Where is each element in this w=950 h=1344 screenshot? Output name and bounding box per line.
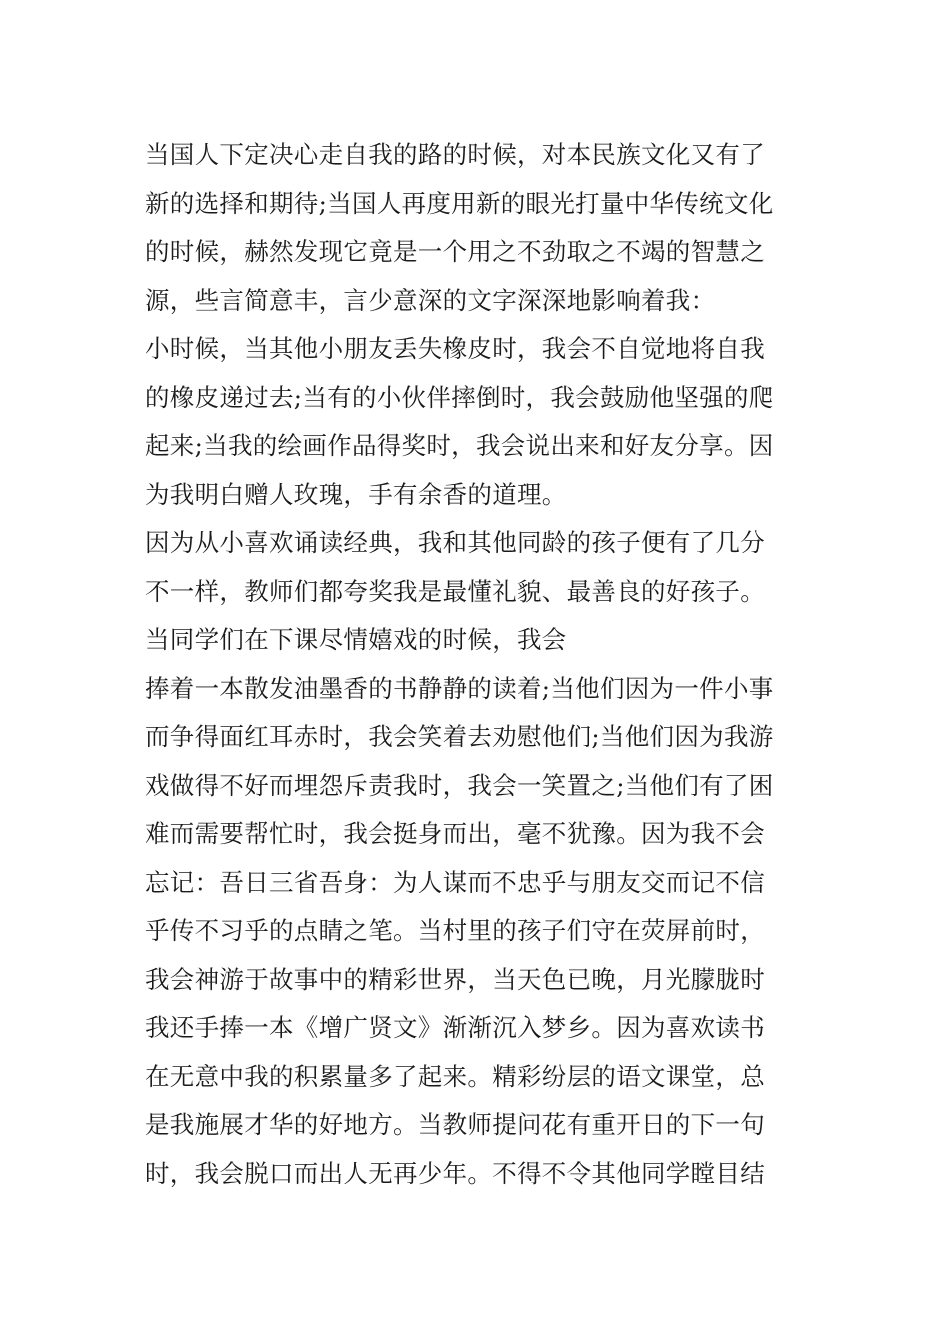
text-line: 当同学们在下课尽情嬉戏的时候，我会 [145,625,567,654]
body-text [145,131,825,1198]
text-line: 当国人下定决心走自我的路的时候，对本民族文化又有了 [145,140,765,169]
text-line: 我还手捧一本《增广贤文》渐渐沉入梦乡。因为喜欢读书 [145,1013,765,1042]
text-line: 我会神游于故事中的精彩世界，当天色已晚，月光朦胧时 [145,964,765,994]
text-line: 因为从小喜欢诵读经典，我和其他同龄的孩子便有了几分 [145,528,765,557]
text-line: 不一样，教师们都夸奖我是最懂礼貌、最善良的好孩子。 [145,576,765,606]
text-line: 捧着一本散发油墨香的书静静的读着;当他们因为一件小事 [145,673,774,703]
text-line: 新的选择和期待;当国人再度用新的眼光打量中华传统文化 [145,188,774,218]
text-line: 而争得面红耳赤时，我会笑着去劝慰他们;当他们因为我游 [145,722,774,751]
text-line: 源，些言简意丰，言少意深的文字深深地影响着我： [145,285,716,315]
text-line: 难而需要帮忙时，我会挺身而出，毫不犹豫。因为我不会 [145,819,765,848]
text-line: 是我施展才华的好地方。当教师提问花有重开日的下一句 [145,1110,765,1139]
text-line: 忘记：吾日三省吾身：为人谋而不忠乎与朋友交而记不信 [145,867,765,897]
text-line: 的橡皮递过去;当有的小伙伴摔倒时，我会鼓励他坚强的爬 [145,382,774,412]
text-line: 时，我会脱口而出人无再少年。不得不令其他同学瞠目结 [145,1158,765,1188]
text-line: 戏做得不好而埋怨斥责我时，我会一笑置之;当他们有了困 [145,770,774,800]
text-line: 起来;当我的绘画作品得奖时，我会说出来和好友分享。因 [145,431,774,460]
text-line: 的时候，赫然发现它竟是一个用之不劲取之不竭的智慧之 [145,237,765,266]
text-line: 在无意中我的积累量多了起来。精彩纷层的语文课堂，总 [145,1061,765,1091]
text-line: 乎传不习乎的点睛之笔。当村里的孩子们守在荧屏前时， [145,916,765,945]
text-line: 为我明白赠人玫瑰，手有余香的道理。 [145,479,567,509]
text-line: 小时候，当其他小朋友丢失橡皮时，我会不自觉地将自我 [145,334,765,363]
